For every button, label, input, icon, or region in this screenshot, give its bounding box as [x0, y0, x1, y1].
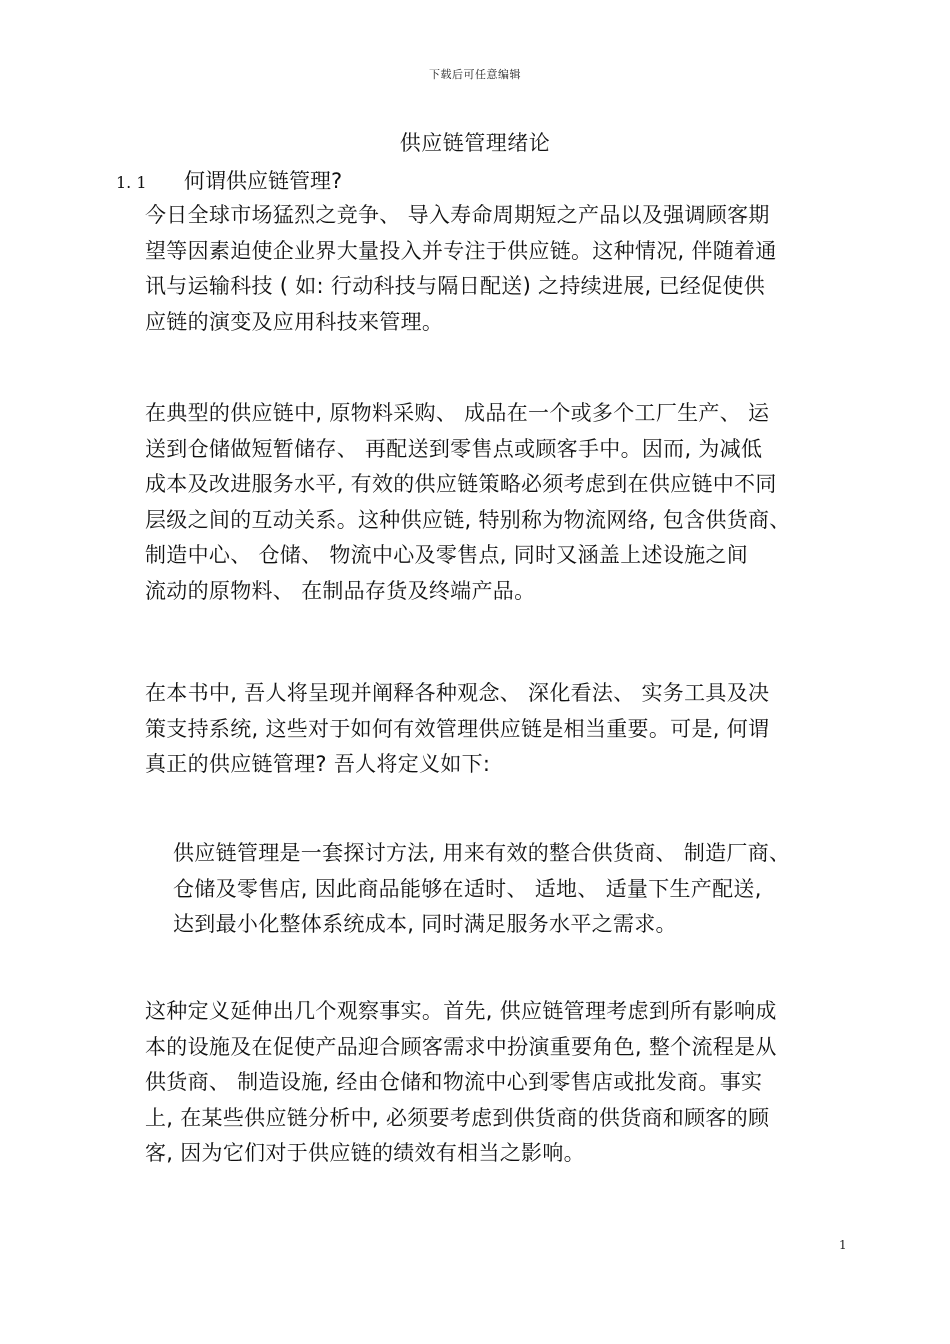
section-heading — [116, 165, 342, 195]
paragraph-observations — [145, 994, 865, 1172]
text-line: 真正的供应链管理? 吾人将定义如下: — [145, 752, 491, 776]
text-line: 在典型的供应链中, 原物料采购、 成品在一个或多个工厂生产、 运 — [145, 401, 770, 425]
page-number: 1 — [839, 1238, 847, 1252]
page-header-note: 下载后可任意编辑 — [429, 68, 521, 81]
paragraph-intro — [145, 198, 865, 340]
text-line: 望等因素迫使企业界大量投入并专注于供应链。这种情况, 伴随着通 — [145, 238, 777, 263]
text-line: 客, 因为它们对于供应链的绩效有相当之影响。 — [145, 1141, 585, 1165]
text-line: 讯与运输科技 ( 如: 行动科技与隔日配送) 之持续进展, 已经促使供 — [145, 274, 766, 298]
text-line: 今日全球市场猛烈之竞争、 导入寿命周期短之产品以及强调顾客期 — [145, 203, 770, 227]
definition-quote — [173, 836, 873, 943]
text-line: 层级之间的互动关系。这种供应链, 特别称为物流网络, 包含供货商、 — [145, 507, 791, 532]
text-line: 仓储及零售店, 因此商品能够在适时、 适地、 适量下生产配送, — [173, 876, 762, 901]
text-line: 成本及改进服务水平, 有效的供应链策略必须考虑到在供应链中不同 — [145, 472, 777, 496]
text-line: 供应链管理是一套探讨方法, 用来有效的整合供货商、 制造厂商、 — [173, 841, 791, 865]
text-line: 制造中心、 仓储、 物流中心及零售点, 同时又涵盖上述设施之间 — [145, 543, 748, 567]
text-line: 流动的原物料、 在制品存货及终端产品。 — [145, 578, 536, 603]
text-line: 达到最小化整体系统成本, 同时满足服务水平之需求。 — [173, 912, 677, 936]
paragraph-typical-supply-chain — [145, 396, 865, 609]
text-line: 在本书中, 吾人将呈现并阐释各种观念、 深化看法、 实务工具及决 — [145, 681, 770, 705]
document-title: 供应链管理绪论 — [399, 131, 551, 155]
text-line: 这种定义延伸出几个观察事实。首先, 供应链管理考虑到所有影响成 — [145, 999, 777, 1023]
paragraph-book-overview — [145, 676, 865, 783]
text-line: 送到仓储做短暂储存、 再配送到零售点或顾客手中。因而, 为减低 — [145, 436, 763, 461]
text-line: 上, 在某些供应链分析中, 必须要考虑到供货商的供货商和顾客的顾 — [145, 1105, 770, 1130]
text-line: 应链的演变及应用科技来管理。 — [145, 309, 444, 334]
text-line: 供货商、 制造设施, 经由仓储和物流中心到零售店或批发商。事实 — [145, 1070, 763, 1094]
section-number: 1. 1 — [116, 173, 147, 192]
section-title: 何谓供应链管理? — [184, 169, 343, 193]
text-line: 本的设施及在促使产品迎合顾客需求中扮演重要角色, 整个流程是从 — [145, 1034, 777, 1059]
text-line: 策支持系统, 这些对于如何有效管理供应链是相当重要。可是, 何谓 — [145, 716, 770, 741]
